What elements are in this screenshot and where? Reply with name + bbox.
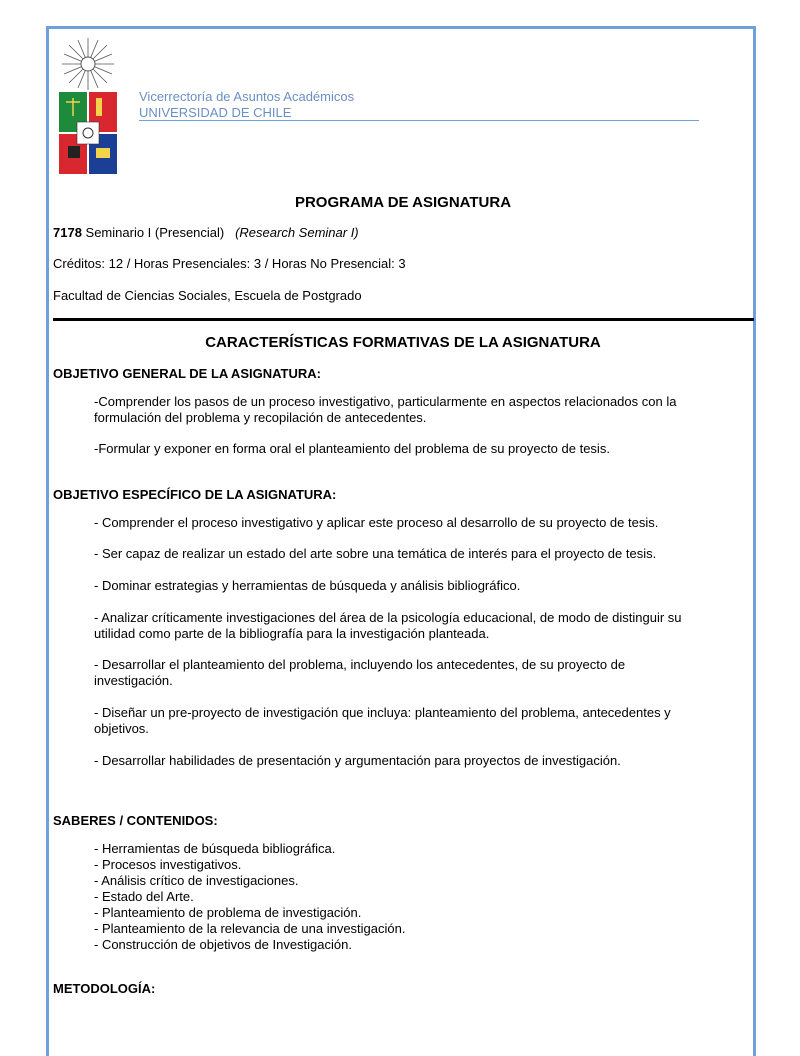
specific-objective-heading: OBJETIVO ESPECÍFICO DE LA ASIGNATURA: <box>53 487 337 502</box>
general-objective-item: -Comprender los pasos de un proceso investigativo, particularmente en aspectos relacionados con la formulación del problema y recopilación de antecedentes. <box>94 394 677 425</box>
specific-objective-item: - Desarrollar habilidades de presentación y argumentación para proyectos de investigación. <box>94 753 621 768</box>
contents-item: - Estado del Arte. <box>94 889 194 904</box>
contents-item: - Análisis crítico de investigaciones. <box>94 873 299 888</box>
contents-item: - Construcción de objetivos de Investigación. <box>94 937 352 952</box>
contents-item: - Procesos investigativos. <box>94 857 242 872</box>
program-title: PROGRAMA DE ASIGNATURA <box>294 194 512 211</box>
credits-line: Créditos: 12 / Horas Presenciales: 3 / Horas No Presencial: 3 <box>53 256 406 271</box>
faculty-line: Facultad de Ciencias Sociales, Escuela de Postgrado <box>53 288 362 303</box>
contents-heading: SABERES / CONTENIDOS: <box>53 813 218 828</box>
contents-list <box>94 841 706 953</box>
header-underline <box>139 120 699 121</box>
course-name: Seminario I (Presencial) <box>81 225 225 240</box>
section-divider <box>53 318 754 321</box>
specific-objective-item: - Diseñar un pre-proyecto de investigación que incluya: planteamiento del problema, antecedentes y objetivos. <box>94 705 671 736</box>
course-code: 7178 <box>53 225 82 240</box>
features-title: CARACTERÍSTICAS FORMATIVAS DE LA ASIGNATURA <box>205 334 601 351</box>
specific-objective-item: - Comprender el proceso investigativo y aplicar este proceso al desarrollo de su proyecto de tesis. <box>94 515 659 530</box>
specific-objective-item: - Desarrollar el planteamiento del problema, incluyendo los antecedentes, de su proyecto de investigación. <box>94 657 626 688</box>
specific-objective-item: - Dominar estrategias y herramientas de búsqueda y análisis bibliográfico. <box>94 578 521 593</box>
general-objective-heading: OBJETIVO GENERAL DE LA ASIGNATURA: <box>53 366 321 381</box>
course-line <box>53 225 359 240</box>
general-objective-item: -Formular y exponer en forma oral el planteamiento del problema de su proyecto de tesis. <box>94 441 610 456</box>
methodology-heading: METODOLOGÍA: <box>53 981 156 996</box>
course-english-name: (Research Seminar I) <box>235 225 359 240</box>
university-label: UNIVERSIDAD DE CHILE <box>139 105 292 120</box>
contents-item: - Herramientas de búsqueda bibliográfica. <box>94 841 336 856</box>
specific-objective-item: - Analizar críticamente investigaciones del área de la psicología educacional, de modo de distinguir su utilidad como parte de la bibliografía para la investigación planteada. <box>94 610 682 641</box>
contents-item: - Planteamiento de problema de investigación. <box>94 905 362 920</box>
university-seal-icon <box>58 36 118 176</box>
specific-objective-item: - Ser capaz de realizar un estado del arte sobre una temática de interés para el proyecto de tesis. <box>94 546 657 561</box>
contents-item: - Planteamiento de la relevancia de una investigación. <box>94 921 406 936</box>
vicerrectoria-label: Vicerrectoría de Asuntos Académicos <box>139 89 355 104</box>
